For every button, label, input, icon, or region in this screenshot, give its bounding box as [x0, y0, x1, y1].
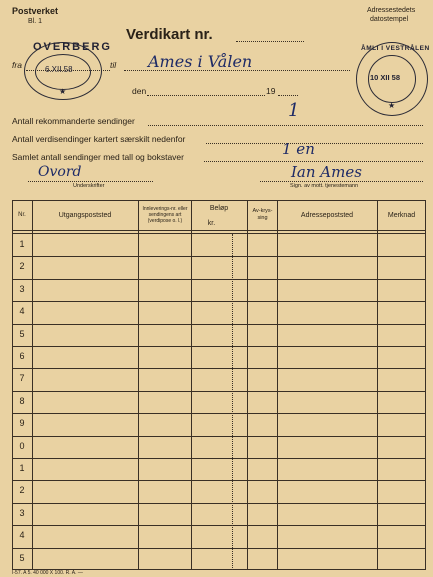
row-number: 1: [19, 463, 25, 473]
table-row: [12, 458, 426, 480]
count-total-handwritten: 1 en: [282, 140, 315, 158]
table-row: [12, 548, 426, 570]
row-number: 5: [19, 328, 25, 339]
signature-label-right: Sign. av mott. tjenestemann: [290, 183, 359, 189]
row-number: 3: [19, 507, 25, 518]
den-label: den: [132, 86, 147, 96]
print-footer: I-57. A 5. 40 000 X 100. R. A. —: [12, 570, 83, 576]
row-number: 8: [19, 395, 25, 406]
signature-label-left: Underskrifter: [73, 183, 105, 189]
count-line-samlet: Samlet antall sendinger med tall og bokstaver: [12, 152, 184, 162]
arrival-postmark-date: 10 XII 58: [370, 73, 401, 82]
table-row: [12, 256, 426, 278]
stamp-caption-2: datostempel: [370, 16, 409, 23]
column-header-nr: Nr.: [18, 211, 26, 218]
table-row: [12, 279, 426, 301]
table-row: [12, 391, 426, 413]
row-number: 3: [19, 283, 25, 294]
year-prefix: 19: [266, 86, 276, 96]
den-line: [147, 95, 265, 96]
row-number: 2: [19, 261, 25, 272]
title-number-line: [236, 41, 304, 42]
table-row: [12, 324, 426, 346]
count-line-3-dots: [204, 161, 423, 162]
row-number: 6: [19, 351, 25, 361]
column-header-belop-unit: kr.: [207, 219, 216, 227]
count-line-verdisendinger: Antall verdisendinger kartert særskilt nedenfor: [12, 134, 186, 144]
form-code: Bl. 1: [28, 18, 43, 25]
column-header-avkryssing: Av-krys-sing: [252, 208, 273, 221]
til-label: til: [110, 60, 117, 70]
row-number: 1: [19, 239, 25, 249]
departure-postmark-name: OVERBERG: [33, 41, 112, 53]
table-row: [12, 368, 426, 390]
column-header-belop: Beløp: [209, 204, 229, 212]
column-header-adressepoststed: Adressepoststed: [300, 211, 354, 219]
column-header-merknad: Merknad: [387, 211, 416, 219]
arrival-postmark: [356, 42, 428, 116]
sender-signature-line: [28, 181, 153, 182]
row-number: 5: [19, 552, 25, 563]
departure-postmark-date: 6.XII.58: [45, 65, 73, 74]
star-icon: ★: [59, 87, 67, 96]
receiver-signature-line: [260, 181, 423, 182]
til-handwritten: Ames i Vålen: [148, 52, 253, 71]
row-number: 2: [19, 485, 25, 496]
table-row: [12, 525, 426, 547]
receiver-signature: Ian Ames: [291, 163, 362, 181]
table-row: [12, 413, 426, 435]
row-number: 0: [19, 440, 25, 451]
count-line-1-dots: [148, 125, 423, 126]
fra-label: fra: [12, 60, 22, 70]
shipment-table: [12, 200, 426, 570]
row-number: 9: [19, 418, 25, 429]
departure-postmark: [24, 41, 112, 100]
table-row: [12, 436, 426, 458]
table-row: [12, 480, 426, 502]
agency-name: Postverket: [12, 6, 59, 16]
table-row: [12, 503, 426, 525]
column-header-innlevering: Innleverings-nr. eller sendingens art (verdipose o. l.): [142, 206, 188, 224]
arrival-postmark-name: ÅMLI I VESTRÅLEN: [361, 45, 430, 52]
form-title: Verdikart nr.: [126, 26, 213, 43]
count-line-rekommanderte: Antall rekommanderte sendinger: [12, 116, 135, 126]
column-header-utgangspoststed: Utgangspoststed: [58, 211, 112, 219]
row-number: 4: [19, 530, 25, 541]
header-divider: [12, 230, 426, 231]
table-row: [12, 301, 426, 323]
stamp-caption-1: Adressestedets: [367, 7, 416, 14]
count-rekommanderte-handwritten: 1: [288, 100, 300, 121]
table-row: [12, 234, 426, 256]
star-icon: ★: [388, 101, 396, 110]
row-number: 7: [19, 373, 25, 384]
year-line: [278, 95, 298, 96]
sender-signature: Ovord: [38, 164, 82, 180]
table-row: [12, 346, 426, 368]
row-number: 4: [19, 306, 25, 317]
